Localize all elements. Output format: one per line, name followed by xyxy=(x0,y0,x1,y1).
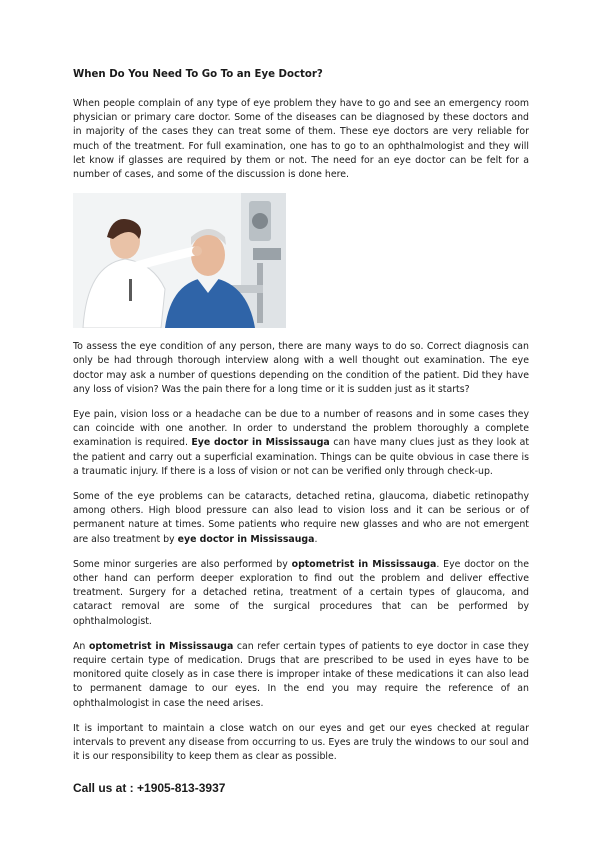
p6-text-b: can refer certain types of patients to eye doctor in case they require certain type of medication. Drugs that are prescribed to be used in eyes have to be monitored quite closely as in case there is improper intake of these medications it can also lead to permanent damage to our eyes. In the end you may require the reference of an ophthalmologist in case the need arises. xyxy=(73,640,529,709)
p5-text-a: Some minor surgeries are also performed by xyxy=(73,558,292,570)
eye-doctor-link[interactable]: Eye doctor in Mississauga xyxy=(191,437,330,449)
article-title: When Do You Need To Go To an Eye Doctor? xyxy=(73,69,323,80)
optometrist-link-2[interactable]: optometrist in Mississauga xyxy=(88,640,234,652)
paragraph-intro: When people complain of any type of eye problem they have to go and see an emergency room physician or primary care doctor. Some of the diseases can be diagnosed by these doctors and in majority of the cases they can treat some of them. These eye doctors are very reliable for much of the treatment. For full examination, one has to go to an ophthalmologist and they will let know if glasses are required by them or not. The need for an eye doctor can be felt for a number of cases, and some of the discussion is done here. xyxy=(73,98,529,181)
call-us-phone[interactable]: Call us at : +1905-813-3937 xyxy=(73,780,226,795)
p5-text-b: . Eye doctor on the other hand can perform deeper exploration to find out the problem and deliver effective treatment. Surgery for a detached retina, treatment of a certain types of glaucoma, and cataract removal are some of the surgical procedures that can be performed by ophthalmologist. xyxy=(73,558,529,627)
p4-text-a: Some of the eye problems can be cataracts, detached retina, glaucoma, diabetic retinopathy among others. High blood pressure can also lead to vision loss and it can be serious or of permanent nature at times. Some patients who require new glasses and who are not emergent are also treatment by xyxy=(73,491,529,545)
eye-exam-photo xyxy=(73,193,286,328)
p6-text-a: An xyxy=(73,640,89,652)
p3-text-a: Eye pain, vision loss or a headache can be due to a number of reasons and in some cases they can coincide with one another. In order to understand the problem thoroughly a complete examination is required. xyxy=(73,409,529,449)
optometrist-link[interactable]: optometrist in Mississauga xyxy=(291,558,437,570)
paragraph-assessment: To assess the eye condition of any person, there are many ways to do so. Correct diagnosis can only be had through thorough interview along with a well thought out examination. The eye doctor may ask a number of questions depending on the condition of the patient. Did they have any loss of vision? Was the pain there for a long time or it is sudden just as it starts? xyxy=(73,341,529,395)
paragraph-medication xyxy=(73,640,529,711)
paragraph-conclusion: It is important to maintain a close watch on our eyes and get our eyes checked at regular intervals to prevent any disease from occurring to us. Eyes are truly the windows to our soul and it is our responsibility to keep them as clear as possible. xyxy=(73,722,529,763)
paragraph-symptoms xyxy=(73,408,529,479)
paragraph-problems xyxy=(73,490,529,547)
article xyxy=(73,68,529,795)
eye-exam-illustration xyxy=(73,193,286,328)
p4-text-b: . xyxy=(314,533,318,545)
paragraph-surgeries xyxy=(73,558,529,629)
eye-doctor-link-2[interactable]: eye doctor in Mississauga xyxy=(177,533,315,545)
p3-text-b: can have many clues just as they look at the patient and carry out a superficial examination. Things can be quite obvious in case there is a traumatic injury. If there is a loss of vision or not can be verified only through check-up. xyxy=(73,437,530,477)
